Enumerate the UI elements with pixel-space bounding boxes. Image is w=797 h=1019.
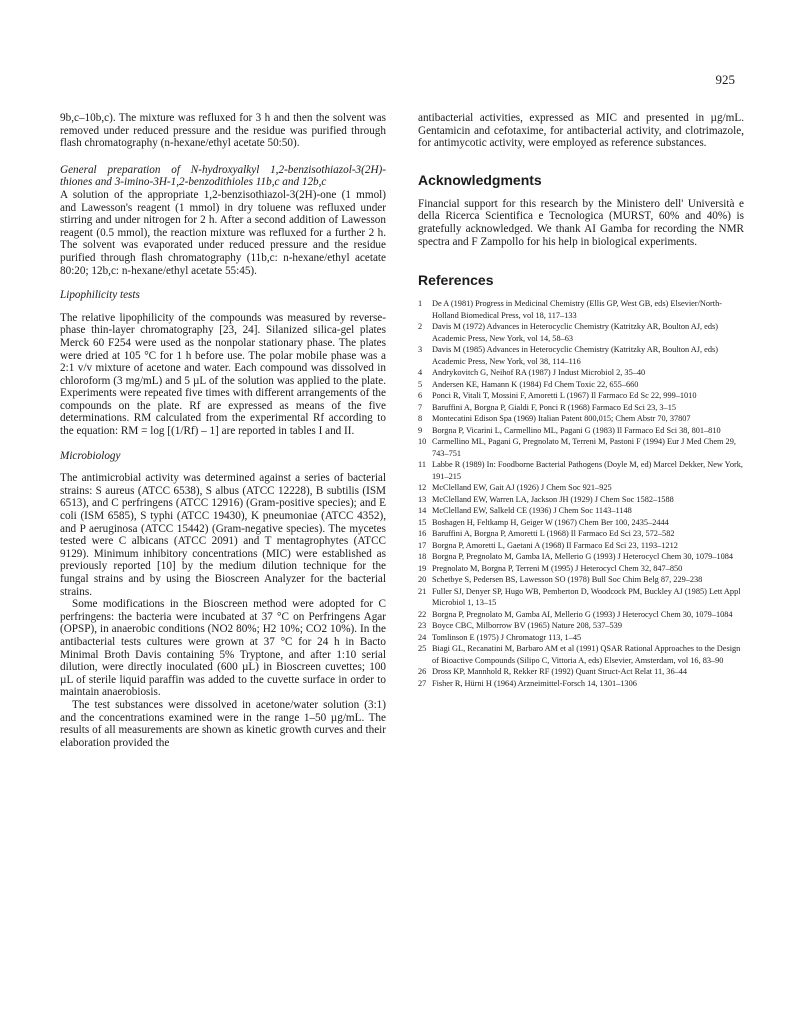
reference-number: 8 [418,414,423,424]
reference-number: 15 [418,517,427,527]
reference-number: 11 [418,460,426,470]
acknowledgments-text: Financial support for this research by the Ministero dell' Università e della Ricerca Scientifica e Tecnologica (MURST, 60% and 40%) is gratefully acknowledged. We thank AI Gamba for recording the NMR spectra and F Zampollo for his help in biological experiments. [418,197,744,248]
reference-number: 19 [418,563,427,573]
reference-item [418,678,744,690]
reference-number: 20 [418,575,427,585]
reference-item [418,367,744,379]
reference-text: McClelland EW, Gait AJ (1926) J Chem Soc 921–925 [432,483,612,493]
reference-text: Borgna P, Pregnolato M, Gamba IA, Mellerio G (1993) J Heterocycl Chem 30, 1079–1084 [432,552,734,562]
reference-text: Borgna P, Amoretti L, Gaetani A (1968) Il Farmaco Ed Sci 23, 1193–1212 [432,540,678,550]
reference-text: Davis M (1972) Advances in Heterocyclic Chemistry (Katritzky AR, Boulton AJ, eds) Academic Press, New York, vol 14, 58–63 [432,322,718,343]
reference-number: 6 [418,391,423,401]
reference-item [418,459,744,482]
reference-number: 7 [418,402,423,412]
reference-number: 10 [418,437,427,447]
reference-item [418,390,744,402]
reference-text: Borgna P, Vicarini L, Carmellino ML, Pagani G (1983) Il Farmaco Ed Sci 38, 801–810 [432,425,721,435]
reference-number: 5 [418,379,423,389]
reference-text: Davis M (1985) Advances in Heterocyclic Chemistry (Katritzky AR, Boulton AJ, eds) Academic Press, New York, vol 38, 114–116 [432,345,718,366]
reference-text: Fisher R, Hürni H (1964) Arzneimittel-Forsch 14, 1301–1306 [432,678,637,688]
reference-item [418,298,744,321]
reference-number: 25 [418,644,427,654]
reference-text: Fuller SJ, Denyer SP, Hugo WB, Pemberton D, Woodcock PM, Buckley AJ (1985) Lett Appl Microbiol 1, 13–15 [432,586,741,608]
reference-number: 21 [418,586,427,596]
reference-text: Schetbye S, Pedersen BS, Lawesson SO (1978) Bull Soc Chim Belg 87, 229–238 [432,575,703,585]
reference-text: Ponci R, Vitali T, Mossini F, Amoretti L (1967) Il Farmaco Ed Sc 22, 999–1010 [432,391,697,401]
reference-number: 14 [418,506,427,516]
paragraph: antibacterial activities, expressed as MIC and presented in µg/mL. Gentamicin and cefotaxime, for antibacterial activity, and clotrimazole, for antimycotic activity, were employed as reference substances. [418,112,744,150]
reference-text: McClelland EW, Warren LA, Jackson JH (1929) J Chem Soc 1582–1588 [432,494,674,504]
reference-item [418,632,744,644]
reference-text: Boshagen H, Feltkamp H, Geiger W (1967) Chem Ber 100, 2435–2444 [432,517,669,527]
reference-text: Carmellino ML, Pagani G, Pregnolato M, Terreni M, Pastoni F (1994) Eur J Med Chem 29, 743–751 [432,437,736,458]
reference-number: 22 [418,609,427,619]
reference-text: Pregnolato M, Borgna P, Terreni M (1995) J Heterocycl Chem 32, 847–850 [432,563,683,573]
subheading: General preparation of N-hydroxyalkyl 1,2-benzisothiazol-3(2H)-thiones and 3-imino-3H-1,2-benzodithioles 11b,c and 12b,c [60,163,386,189]
reference-number: 1 [418,299,423,309]
reference-text: Borgna P, Pregnolato M, Gamba AI, Mellerio G (1993) J Heterocycl Chem 30, 1079–1084 [432,609,733,619]
reference-item [418,413,744,425]
reference-item [418,402,744,414]
reference-text: Baruffini A, Borgna P, Amoretti L (1968) Il Farmaco Ed Sci 23, 572–582 [432,529,675,539]
right-column [418,112,744,689]
reference-number: 16 [418,529,427,539]
reference-text: Boyce CBC, Milborrow BV (1965) Nature 208, 537–539 [432,621,622,631]
reference-text: McClelland EW, Salkeld CE (1936) J Chem Soc 1143–1148 [432,506,632,516]
left-column [60,112,386,749]
reference-item [418,528,744,540]
paragraph: The relative lipophilicity of the compounds was measured by reverse-phase thin-layer chromatography [23, 24]. Silanized silica-gel plates Merck 60 F254 were used as the nonpolar stationary phase. The plates were dried at 105 °C for 1 h before use. The polar mobile phase was a 2:1 v/v mixture of acetone and water. Each compound was dissolved in chloroform (3 mg/mL) and 5 µL of the solution was applied to the plate. Experiments were repeated five times with different arrangements of the compounds on the plate. Rf are expressed as means of the five determinations. RM calculated from the experimental Rf according to the equation: RM = log [(1/Rf) – 1] are reported in tables I and II. [60,311,386,438]
reference-item [418,540,744,552]
reference-item [418,551,744,563]
reference-list [418,298,744,689]
reference-item [418,643,744,666]
reference-item [418,666,744,678]
reference-item [418,321,744,344]
paragraph: 9b,c–10b,c). The mixture was refluxed for 3 h and then the solvent was removed under reduced pressure and the residue was purified through flash chromatography (n-hexane/ethyl acetate 50:50). [60,112,386,150]
reference-number: 4 [418,368,423,378]
reference-number: 12 [418,483,427,493]
subheading: Lipophilicity tests [60,289,140,302]
reference-text: Andersen KE, Hamann K (1984) Fd Chem Toxic 22, 655–660 [432,379,639,389]
reference-number: 13 [418,494,427,504]
reference-item [418,494,744,506]
reference-item [418,379,744,391]
paragraph: The test substances were dissolved in acetone/water solution (3:1) and the concentrations examined were in the range 1–50 µg/mL. The results of all measurements are shown as kinetic growth curves and their elaboration provided the [60,698,386,749]
page-number: 925 [715,72,735,87]
reference-text: Biagi GL, Recanatini M, Barbaro AM et al (1991) QSAR Rational Approaches to the Design of Bioactive Compounds (Silipo C, Vittoria A, eds) Elsevier, Amsterdam, vol 16, 83–90 [432,644,741,665]
reference-text: Tomlinson E (1975) J Chromatogr 113, 1–45 [432,632,582,642]
reference-item [418,574,744,586]
reference-number: 3 [418,345,423,355]
reference-item [418,620,744,632]
reference-number: 18 [418,552,427,562]
reference-text: De A (1981) Progress in Medicinal Chemistry (Ellis GP, West GB, eds) Elsevier/North-Holland Biomedical Press, vol 18, 117–133 [432,299,722,320]
reference-text: Andrykovitch G, Neihof RA (1987) J Indust Microbiol 2, 35–40 [432,368,646,378]
reference-number: 26 [418,667,427,677]
reference-number: 27 [418,678,427,688]
reference-item [418,586,744,609]
paragraph: Some modifications in the Bioscreen method were adopted for C perfringens: the bacteria were incubated at 37 °C on Perfringens Agar (OPSP), in anaerobic conditions (NO2 80%; H2 10%; CO2 10%). In the antibacterial tests cultures were grown at 37 °C for 24 h in Bacto Minimal Broth Davis containing 5% Tryptone, and after 1:10 serial dilution, were directly inoculated (600 µL) in Bioscreen cuvettes; 100 µL of sterile liquid paraffin was added to the cuvette surface in order to maintain anaerobiosis. [60,598,386,699]
reference-number: 17 [418,540,427,550]
reference-item [418,436,744,459]
reference-text: Baruffini A, Borgna P, Gialdi F, Ponci R (1968) Farmaco Ed Sci 23, 3–15 [432,402,677,412]
reference-item [418,517,744,529]
reference-number: 23 [418,621,427,631]
reference-item [418,344,744,367]
references-heading: References [418,272,494,289]
reference-text: Montecatini Edison Spa (1969) Italian Patent 800,015; Chem Abstr 70, 37807 [432,414,691,424]
reference-text: Labbe R (1989) In: Foodborne Bacterial Pathogens (Doyle M, ed) Marcel Dekker, New York, 191–215 [432,460,743,481]
acknowledgments-heading: Acknowledgments [418,171,542,188]
paragraph: The antimicrobial activity was determined against a series of bacterial strains: S aureus (ATCC 6538), S albus (ATCC 12228), B subtilis (ISM 6513), and C perfringens (ATCC 12916) (Gram-positive species); and E coli (ISM 6585), S typhi (ATCC 19430), K pneumoniae (ATCC 4352), and P aeruginosa (ATCC 15442) (Gram-negative species). The mycetes tested were C albicans (ATCC 2091) and T mentagrophytes (ATCC 9129). Minimum inhibitory concentrations (MIC) were established as previously reported [10] by the medium dilution technique for the fungal strains and by using the Bioscreen Analyzer for the bacterial strains. [60,472,386,598]
paragraph: A solution of the appropriate 1,2-benzisothiazol-3(2H)-one (1 mmol) and Lawesson's reagent (1 mmol) in dry toluene was refluxed under stirring and under nitrogen for 2 h. After a second addition of Lawesson reagent (0.5 mmol), the reaction mixture was refluxed for a further 2 h. The solvent was evaporated under reduced pressure and the residue purified through flash chromatography (11b,c: n-hexane/ethyl acetate 80:20; 12b,c: n-hexane/ethyl acetate 55:45). [60,188,386,277]
subheading: Microbiology [60,449,121,462]
reference-text: Dross KP, Mannhold R, Rekker RF (1992) Quant Struct-Act Relat 11, 36–44 [432,667,688,677]
reference-item [418,482,744,494]
reference-item [418,609,744,621]
reference-number: 2 [418,322,423,332]
reference-item [418,563,744,575]
reference-number: 24 [418,632,427,642]
reference-item [418,505,744,517]
reference-item [418,425,744,437]
reference-number: 9 [418,425,423,435]
